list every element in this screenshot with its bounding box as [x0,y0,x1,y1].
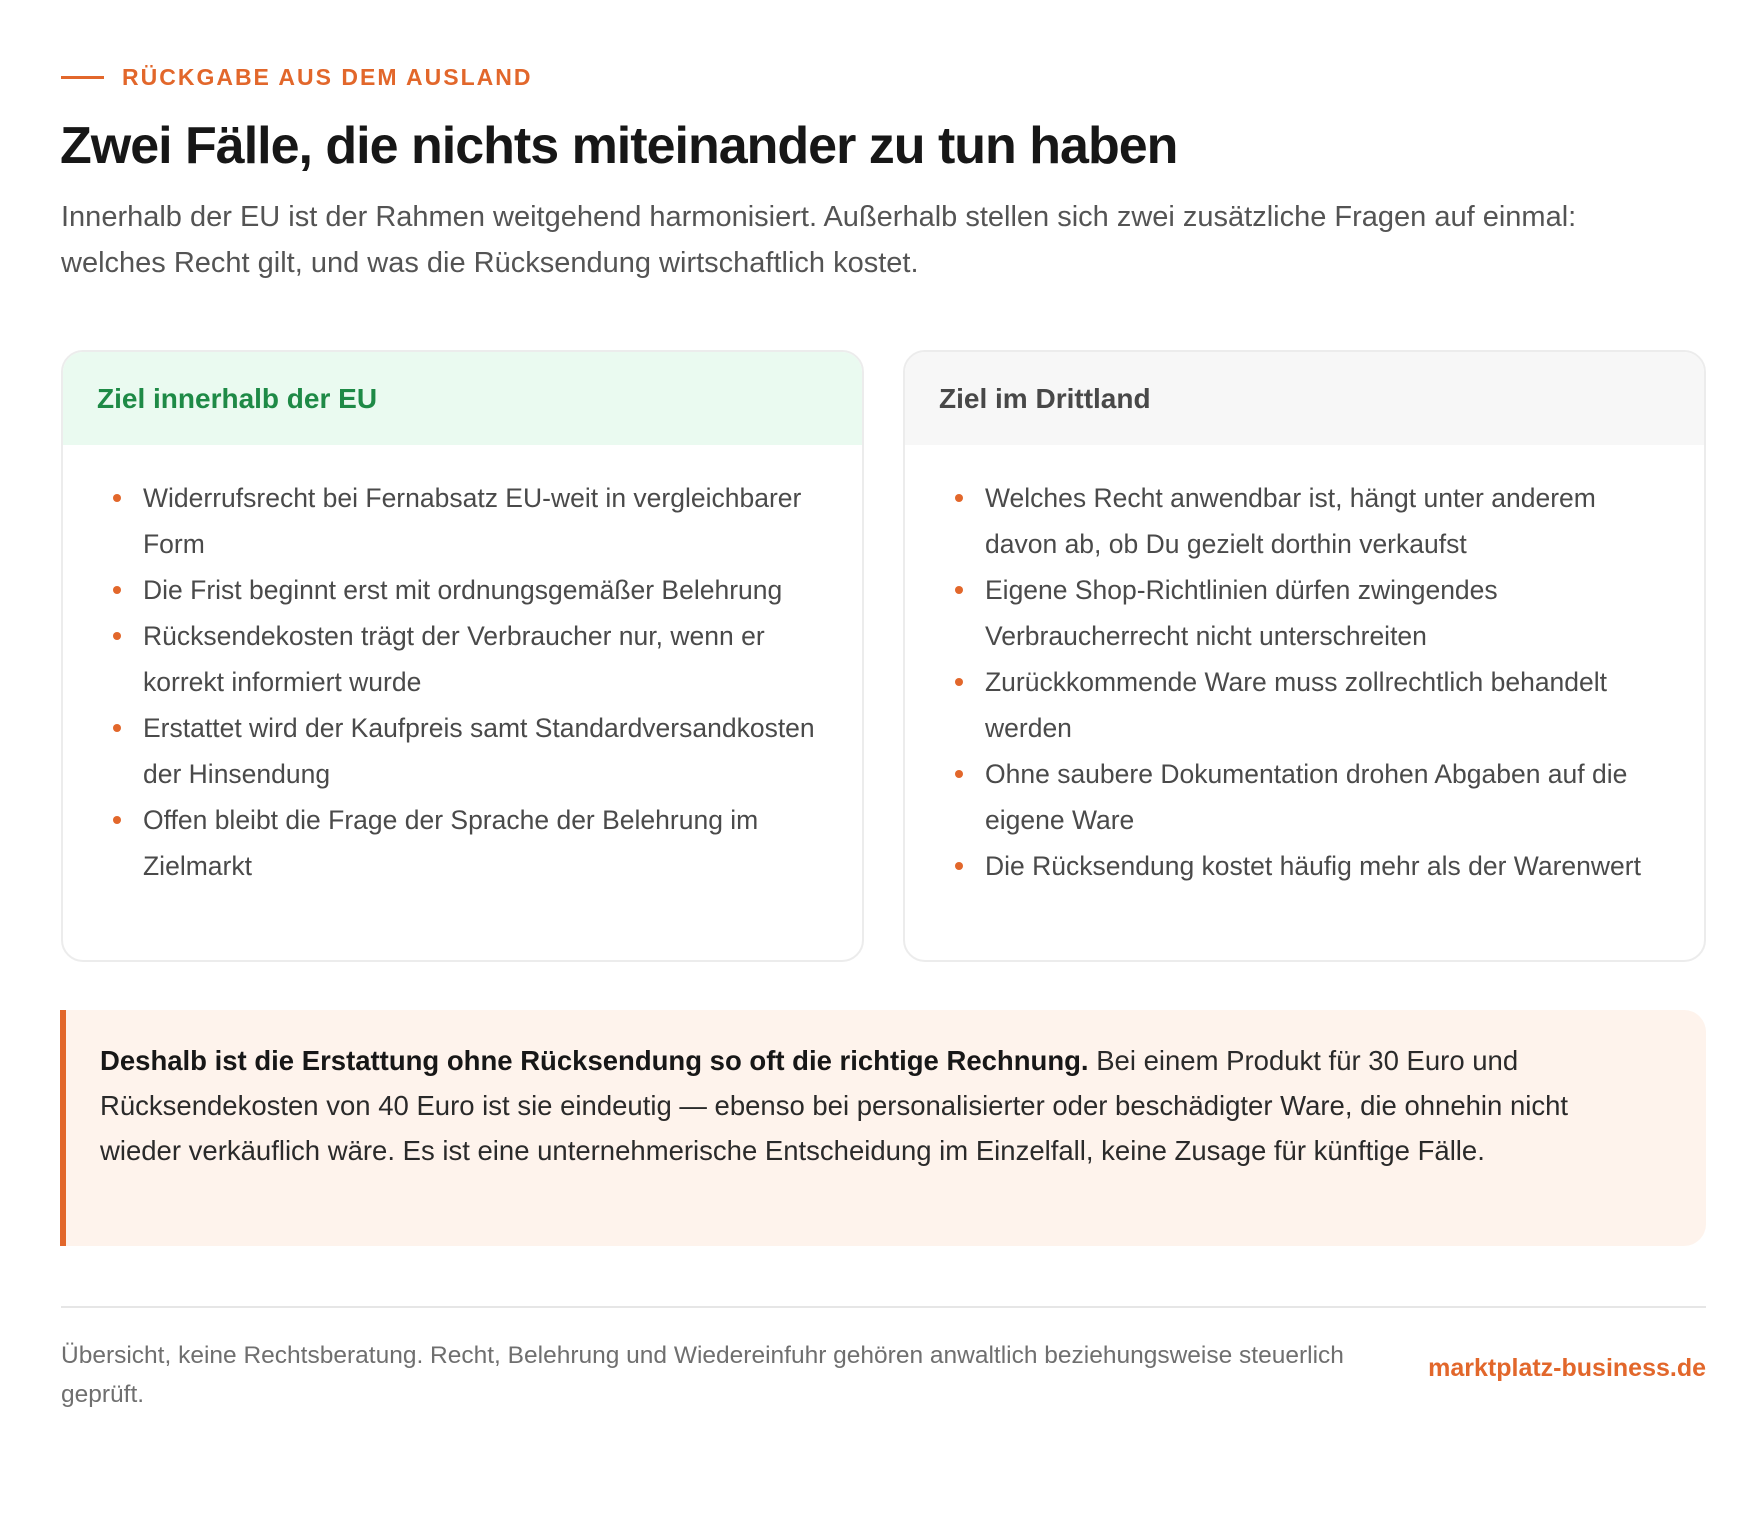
callout-text [100,1038,1646,1173]
card-eu [61,350,864,962]
list-item: Welches Recht anwendbar ist, hängt unter anderem davon ab, ob Du gezielt dorthin verkaufst [985,475,1674,567]
list-item: Zurückkommende Ware muss zollrechtlich behandelt werden [985,659,1674,751]
card-eu-title: Ziel innerhalb der EU [63,352,862,445]
callout-box [60,1010,1706,1246]
list-item: Ohne saubere Dokumentation drohen Abgaben auf die eigene Ware [985,751,1674,843]
callout-bold: Deshalb ist die Erstattung ohne Rücksendung so oft die richtige Rechnung. [100,1045,1089,1076]
brand-link[interactable]: marktplatz-business.de [1428,1354,1706,1382]
lead-paragraph: Innerhalb der EU ist der Rahmen weitgehend harmonisiert. Außerhalb stellen sich zwei zusätzliche Fragen auf einmal: welches Recht gilt, und was die Rücksendung wirtschaftlich kostet. [61,201,1577,279]
eyebrow-rule [61,76,104,79]
footer-divider [61,1306,1706,1308]
list-item: Eigene Shop-Richtlinien dürfen zwingendes Verbraucherrecht nicht unterschreiten [985,567,1674,659]
list-item: Offen bleibt die Frage der Sprache der Belehrung im Zielmarkt [143,797,832,889]
card-eu-list [63,445,862,889]
callout-body: Bei einem Produkt für 30 Euro und Rücksendekosten von 40 Euro ist sie eindeutig — ebenso bei personalisierter oder beschädigter Ware, die ohnehin nicht wieder verkäuflich wäre. Es ist eine unternehmerische Entscheidung im Einzelfall, keine Zusage für künftige Fälle. [100,1045,1569,1166]
card-third-country-title: Ziel im Drittland [905,352,1704,445]
list-item: Die Rücksendung kostet häufig mehr als der Warenwert [985,843,1674,889]
card-third-country [903,350,1706,962]
list-item: Rücksendekosten trägt der Verbraucher nur, wenn er korrekt informiert wurde [143,613,832,705]
disclaimer: Übersicht, keine Rechtsberatung. Recht, Belehrung und Wiedereinfuhr gehören anwaltlich beziehungsweise steuerlich geprüft. [61,1342,1344,1408]
eyebrow-label: RÜCKGABE AUS DEM AUSLAND [122,64,533,90]
list-item: Die Frist beginnt erst mit ordnungsgemäßer Belehrung [143,567,832,613]
card-third-country-list [905,445,1704,889]
list-item: Widerrufsrecht bei Fernabsatz EU-weit in vergleichbarer Form [143,475,832,567]
list-item: Erstattet wird der Kaufpreis samt Standardversandkosten der Hinsendung [143,705,832,797]
page-title: Zwei Fälle, die nichts miteinander zu tun haben [60,117,1178,175]
eyebrow [61,64,532,91]
